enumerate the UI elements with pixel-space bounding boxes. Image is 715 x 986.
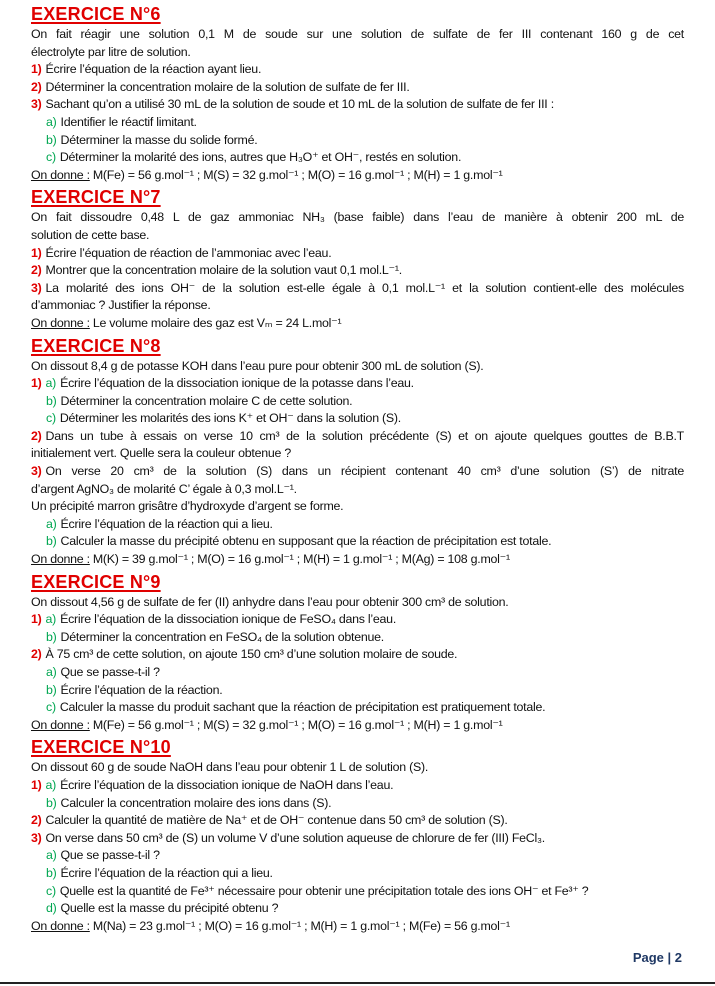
given-data-line xyxy=(31,918,684,936)
exercise-section xyxy=(31,186,684,332)
text-line xyxy=(31,96,684,114)
text-line xyxy=(31,865,684,883)
line-text: Calculer la quantité de matière de Na⁺ et de OH⁻ contenue dans 50 cm³ de solution (S). xyxy=(45,813,508,828)
given-label: On donne : xyxy=(31,315,90,330)
text-line xyxy=(31,759,684,777)
subquestion-letter: b) xyxy=(46,795,57,810)
line-text: Calculer la masse du précipité obtenu en supposant que la réaction de précipitation est totale. xyxy=(60,534,552,549)
subquestion-letter: a) xyxy=(46,114,57,129)
text-line xyxy=(31,114,684,132)
subquestion-letter: c) xyxy=(46,411,56,426)
line-text: La molarité des ions OH⁻ de la solution est-elle égale à 0,1 mol.L⁻¹ et la solution contient-elle des molécules xyxy=(45,280,684,295)
text-line xyxy=(31,594,684,612)
text-line xyxy=(31,358,684,376)
text-line xyxy=(31,463,684,481)
text-line xyxy=(31,245,684,263)
text-line xyxy=(31,61,684,79)
text-line xyxy=(31,280,684,298)
text-line xyxy=(31,26,684,44)
exercise-section xyxy=(31,3,684,184)
given-label: On donne : xyxy=(31,717,90,732)
line-text: À 75 cm³ de cette solution, on ajoute 150 cm³ d’une solution molaire de soude. xyxy=(45,647,458,662)
line-text: Montrer que la concentration molaire de la solution vaut 0,1 mol.L⁻¹. xyxy=(45,263,402,278)
line-text: Écrire l’équation de réaction de l’ammoniac avec l’eau. xyxy=(45,245,332,260)
text-line xyxy=(31,682,684,700)
line-text: Déterminer la masse du solide formé. xyxy=(60,132,258,147)
text-line xyxy=(31,445,684,463)
subquestion-letter: b) xyxy=(46,629,57,644)
question-number: 2) xyxy=(31,263,42,278)
subquestion-letter: a) xyxy=(46,516,57,531)
question-number: 1) xyxy=(31,777,42,792)
line-text: On verse dans 50 cm³ de (S) un volume V d’une solution aqueuse de chlorure de fer (III) FeCl₃. xyxy=(45,830,545,845)
question-number: 3) xyxy=(31,97,42,112)
subquestion-letter: c) xyxy=(46,700,56,715)
given-data-line xyxy=(31,315,684,333)
text-line xyxy=(31,812,684,830)
question-number: 1) xyxy=(31,376,42,391)
line-text: d’argent AgNO₃ de molarité C’ égale à 0,3 mol.L⁻¹. xyxy=(31,481,297,496)
text-line xyxy=(31,297,684,315)
line-text: M(Na) = 23 g.mol⁻¹ ; M(O) = 16 g.mol⁻¹ ; M(H) = 1 g.mol⁻¹ ; M(Fe) = 56 g.mol⁻¹ xyxy=(92,918,510,933)
line-text: Calculer la concentration molaire des ions dans (S). xyxy=(60,795,332,810)
given-data-line xyxy=(31,551,684,569)
subquestion-letter: b) xyxy=(46,393,57,408)
line-text: Sachant qu’on a utilisé 30 mL de la solution de soude et 10 mL de la solution de sulfate de fer III : xyxy=(45,97,554,112)
question-number: 3) xyxy=(31,280,42,295)
line-text: électrolyte par litre de solution. xyxy=(31,44,191,59)
line-text: M(Fe) = 56 g.mol⁻¹ ; M(S) = 32 g.mol⁻¹ ; M(O) = 16 g.mol⁻¹ ; M(H) = 1 g.mol⁻¹ xyxy=(92,717,503,732)
question-number: 2) xyxy=(31,428,42,443)
text-line xyxy=(31,795,684,813)
question-number: 3) xyxy=(31,830,42,845)
line-text: M(K) = 39 g.mol⁻¹ ; M(O) = 16 g.mol⁻¹ ; M(H) = 1 g.mol⁻¹ ; M(Ag) = 108 g.mol⁻¹ xyxy=(92,552,510,567)
subquestion-letter: a) xyxy=(45,777,57,792)
line-text: Quelle est la masse du précipité obtenu ? xyxy=(60,901,279,916)
question-number: 2) xyxy=(31,813,42,828)
line-text: Déterminer la concentration molaire de la solution de sulfate de fer III. xyxy=(45,79,410,94)
text-line xyxy=(31,132,684,150)
line-text: Le volume molaire des gaz est Vₘ = 24 L.mol⁻¹ xyxy=(92,315,342,330)
given-label: On donne : xyxy=(31,167,90,182)
text-line xyxy=(31,209,684,227)
text-line xyxy=(31,699,684,717)
subquestion-letter: a) xyxy=(46,665,57,679)
document-body xyxy=(31,3,684,937)
subquestion-letter: a) xyxy=(45,612,57,627)
line-text: Écrire l’équation de la réaction ayant lieu. xyxy=(45,62,262,77)
text-line xyxy=(31,777,684,795)
subquestion-letter: b) xyxy=(46,534,57,549)
subquestion-letter: b) xyxy=(46,132,57,147)
line-text: Déterminer la concentration molaire C de cette solution. xyxy=(60,393,353,408)
line-text: M(Fe) = 56 g.mol⁻¹ ; M(S) = 32 g.mol⁻¹ ; M(O) = 16 g.mol⁻¹ ; M(H) = 1 g.mol⁻¹ xyxy=(92,167,503,182)
text-line xyxy=(31,664,684,682)
subquestion-letter: c) xyxy=(46,150,56,165)
given-data-line xyxy=(31,167,684,185)
line-text: Quelle est la quantité de Fe³⁺ nécessaire pour obtenir une précipitation totale des ions OH⁻ et Fe³⁺ ? xyxy=(59,883,589,898)
line-text: Identifier le réactif limitant. xyxy=(60,114,197,129)
exercise-title: EXERCICE N°8 xyxy=(31,335,161,356)
text-line xyxy=(31,629,684,647)
subquestion-letter: a) xyxy=(46,848,57,863)
subquestion-letter: c) xyxy=(46,883,56,898)
given-label: On donne : xyxy=(31,918,90,933)
text-line xyxy=(31,611,684,629)
page-number: Page | 2 xyxy=(632,950,682,965)
line-text: Déterminer la molarité des ions, autres que H₃O⁺ et OH⁻, restés en solution. xyxy=(59,150,462,165)
text-line xyxy=(31,533,684,551)
text-line xyxy=(31,79,684,97)
text-line xyxy=(31,481,684,499)
subquestion-letter: a) xyxy=(45,376,57,391)
line-text: On fait réagir une solution 0,1 M de soude sur une solution de sulfate de fer III contenant 160 g de cet xyxy=(31,27,684,41)
subquestion-letter: d) xyxy=(46,901,57,916)
text-line xyxy=(31,227,684,245)
text-line xyxy=(31,410,684,428)
exercise-section xyxy=(31,571,684,735)
question-number: 1) xyxy=(31,612,42,627)
given-label: On donne : xyxy=(31,552,90,567)
line-text: solution de cette base. xyxy=(31,227,150,242)
line-text: Écrire l’équation de la dissociation ionique de la potasse dans l’eau. xyxy=(60,376,414,391)
line-text: Dans un tube à essais on verse 10 cm³ de la solution précédente (S) et on ajoute quelques gouttes de B.B.T xyxy=(45,428,684,443)
exercise-title: EXERCICE N°10 xyxy=(31,737,171,758)
text-line xyxy=(31,883,684,901)
subquestion-letter: b) xyxy=(46,865,57,880)
given-data-line xyxy=(31,717,684,735)
text-line xyxy=(31,847,684,865)
question-number: 1) xyxy=(31,245,42,260)
line-text: Calculer la masse du produit sachant que la réaction de précipitation est pratiquement totale. xyxy=(59,700,546,715)
line-text: Écrire l’équation de la dissociation ionique de NaOH dans l’eau. xyxy=(60,777,394,792)
line-text: initialement vert. Quelle sera la couleur obtenue ? xyxy=(31,446,292,461)
line-text: d’ammoniac ? Justifier la réponse. xyxy=(31,298,211,313)
exercise-title: EXERCICE N°7 xyxy=(31,187,161,208)
exercise-section xyxy=(31,736,684,935)
line-text: Écrire l’équation de la réaction qui a lieu. xyxy=(60,516,273,531)
line-text: On dissout 8,4 g de potasse KOH dans l’eau pure pour obtenir 300 mL de solution (S). xyxy=(31,358,484,373)
line-text: Déterminer la concentration en FeSO₄ de la solution obtenue. xyxy=(60,629,384,644)
line-text: Que se passe-t-il ? xyxy=(60,848,160,863)
question-number: 2) xyxy=(31,647,42,662)
line-text: On dissout 4,56 g de sulfate de fer (II) anhydre dans l’eau pour obtenir 300 cm³ de solution. xyxy=(31,594,509,609)
exercise-section xyxy=(31,335,684,569)
line-text: Déterminer les molarités des ions K⁺ et OH⁻ dans la solution (S). xyxy=(59,411,401,426)
text-line xyxy=(31,262,684,280)
line-text: On verse 20 cm³ de la solution (S) dans un récipient contenant 40 cm³ d’une solution (S’) de nitrate xyxy=(45,464,684,479)
text-line xyxy=(31,375,684,393)
text-line xyxy=(31,516,684,534)
line-text: Écrire l’équation de la réaction qui a lieu. xyxy=(60,865,273,880)
question-number: 2) xyxy=(31,79,42,94)
question-number: 1) xyxy=(31,62,42,77)
text-line xyxy=(31,830,684,848)
exercise-title: EXERCICE N°6 xyxy=(31,4,161,24)
text-line xyxy=(31,498,684,516)
exercise-title: EXERCICE N°9 xyxy=(31,571,161,592)
text-line xyxy=(31,428,684,446)
text-line xyxy=(31,646,684,664)
text-line xyxy=(31,900,684,918)
footer-divider xyxy=(0,982,715,984)
question-number: 3) xyxy=(31,464,42,479)
line-text: Écrire l’équation de la réaction. xyxy=(60,682,223,697)
line-text: Écrire l’équation de la dissociation ionique de FeSO₄ dans l’eau. xyxy=(60,612,397,627)
line-text: On dissout 60 g de soude NaOH dans l’eau pour obtenir 1 L de solution (S). xyxy=(31,760,429,775)
text-line xyxy=(31,393,684,411)
subquestion-letter: b) xyxy=(46,682,57,697)
text-line xyxy=(31,44,684,62)
line-text: On fait dissoudre 0,48 L de gaz ammoniac NH₃ (base faible) dans l’eau de manière à obtenir 200 mL de xyxy=(31,210,684,225)
line-text: Que se passe-t-il ? xyxy=(60,665,160,679)
line-text: Un précipité marron grisâtre d’hydroxyde d’argent se forme. xyxy=(31,499,344,514)
text-line xyxy=(31,149,684,167)
